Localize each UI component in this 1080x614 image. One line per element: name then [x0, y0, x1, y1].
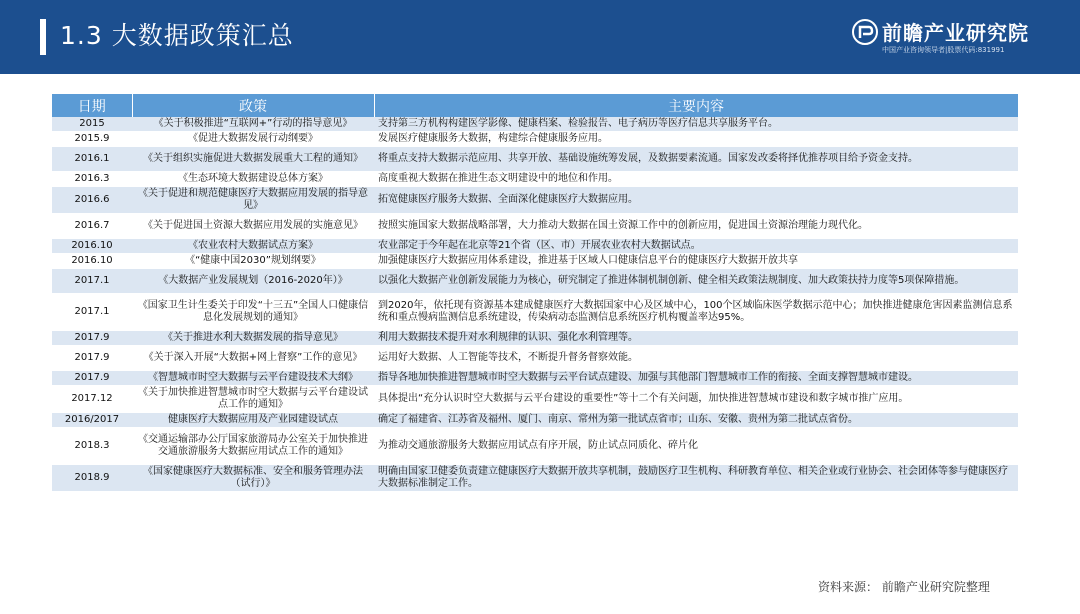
table-row — [52, 269, 1018, 294]
cell-policy: 《关于促进和规范健康医疗大数据应用发展的指导意见》 — [132, 187, 374, 214]
cell-date: 2017.9 — [52, 331, 132, 346]
cell-content: 以强化大数据产业创新发展能力为核心，研究制定了推进体制机制创新、健全相关政策法规制度、加大政策扶持力度等5项保障措施。 — [374, 269, 1018, 294]
cell-policy: 《关于促进国土资源大数据应用发展的实施意见》 — [132, 214, 374, 239]
cell-policy: 《智慧城市时空大数据与云平台建设技术大纲》 — [132, 371, 374, 386]
logo-subtitle: 中国产业咨询领导者|股票代码:831991 — [882, 46, 1005, 54]
cell-policy: 健康医疗大数据应用及产业园建设试点 — [132, 413, 374, 428]
cell-date: 2018.9 — [52, 465, 132, 492]
cell-content: 将重点支持大数据示范应用、共享开放、基础设施统筹发展，及数据要素流通。国家发改委将择优推荐项目给予资金支持。 — [374, 147, 1018, 172]
table-row — [52, 386, 1018, 413]
column-header-date: 日期 — [52, 94, 132, 117]
cell-content: 发展医疗健康服务大数据，构建综合健康服务应用。 — [374, 132, 1018, 147]
cell-date: 2017.9 — [52, 346, 132, 371]
title-accent-bar — [40, 19, 46, 55]
cell-content: 按照实施国家大数据战略部署，大力推动大数据在国土资源工作中的创新应用，促进国土资源治理能力现代化。 — [374, 214, 1018, 239]
cell-policy: 《农业农村大数据试点方案》 — [132, 239, 374, 254]
logo-mark-icon — [852, 19, 878, 45]
table-row — [52, 214, 1018, 239]
cell-date: 2017.12 — [52, 386, 132, 413]
cell-date: 2016/2017 — [52, 413, 132, 428]
cell-policy: 《国家卫生计生委关于印发“十三五”全国人口健康信息化发展规划的通知》 — [132, 294, 374, 331]
table-row — [52, 294, 1018, 331]
cell-date: 2016.10 — [52, 254, 132, 269]
cell-policy: 《关于深入开展“大数据+网上督察”工作的意见》 — [132, 346, 374, 371]
cell-policy: 《生态环境大数据建设总体方案》 — [132, 172, 374, 187]
cell-policy: 《交通运输部办公厅国家旅游局办公室关于加快推进交通旅游服务大数据应用试点工作的通知》 — [132, 428, 374, 465]
table-row — [52, 371, 1018, 386]
cell-content: 到2020年，依托现有资源基本建成健康医疗大数据国家中心及区域中心，100个区域临床医学数据示范中心；加快推进健康危害因素监测信息系统和重点慢病监测信息系统建设，传染病动态监测信息系统医疗机构覆盖率达95%。 — [374, 294, 1018, 331]
cell-policy: 《关于推进水利大数据发展的指导意见》 — [132, 331, 374, 346]
table-row — [52, 346, 1018, 371]
table-row — [52, 117, 1018, 132]
cell-content: 拓宽健康医疗服务大数据、全面深化健康医疗大数据应用。 — [374, 187, 1018, 214]
column-header-policy: 政策 — [132, 94, 374, 117]
cell-policy: 《大数据产业发展规划（2016-2020年）》 — [132, 269, 374, 294]
table-row — [52, 239, 1018, 254]
cell-content: 利用大数据技术提升对水利规律的认识、强化水利管理等。 — [374, 331, 1018, 346]
cell-policy: 《关于积极推进“互联网+”行动的指导意见》 — [132, 117, 374, 132]
cell-content: 支持第三方机构构建医学影像、健康档案、检验报告、电子病历等医疗信息共享服务平台。 — [374, 117, 1018, 132]
cell-policy: 《“健康中国2030”规划纲要》 — [132, 254, 374, 269]
cell-content: 加强健康医疗大数据应用体系建设，推进基于区域人口健康信息平台的健康医疗大数据开放共享 — [374, 254, 1018, 269]
logo-name: 前瞻产业研究院 — [882, 21, 1029, 45]
cell-content: 为推动交通旅游服务大数据应用试点有序开展，防止试点同质化、碎片化 — [374, 428, 1018, 465]
cell-policy: 《关于加快推进智慧城市时空大数据与云平台建设试点工作的通知》 — [132, 386, 374, 413]
table-row — [52, 254, 1018, 269]
table-row — [52, 413, 1018, 428]
cell-content: 运用好大数据、人工智能等技术，不断提升督务督察效能。 — [374, 346, 1018, 371]
policy-table — [52, 94, 1019, 492]
cell-date: 2017.9 — [52, 371, 132, 386]
cell-policy: 《国家健康医疗大数据标准、安全和服务管理办法（试行）》 — [132, 465, 374, 492]
cell-content: 具体提出“充分认识时空大数据与云平台建设的重要性”等十二个有关问题，加快推进智慧城市建设和数字城市推广应用。 — [374, 386, 1018, 413]
table-row — [52, 132, 1018, 147]
cell-date: 2017.1 — [52, 269, 132, 294]
cell-date: 2017.1 — [52, 294, 132, 331]
cell-policy: 《促进大数据发展行动纲要》 — [132, 132, 374, 147]
column-header-content: 主要内容 — [374, 94, 1018, 117]
table-row — [52, 465, 1018, 492]
cell-date: 2016.1 — [52, 147, 132, 172]
cell-content: 高度重视大数据在推进生态文明建设中的地位和作用。 — [374, 172, 1018, 187]
cell-content: 农业部定于今年起在北京等21个省（区、市）开展农业农村大数据试点。 — [374, 239, 1018, 254]
cell-content: 明确由国家卫健委负责建立健康医疗大数据开放共享机制，鼓励医疗卫生机构、科研教育单位、相关企业或行业协会、社会团体等参与健康医疗大数据标准制定工作。 — [374, 465, 1018, 492]
table-row — [52, 172, 1018, 187]
cell-date: 2015 — [52, 117, 132, 132]
source-note: 资料来源： 前瞻产业研究院整理 — [818, 580, 990, 594]
cell-date: 2016.7 — [52, 214, 132, 239]
table-row — [52, 428, 1018, 465]
cell-content: 确定了福建省、江苏省及福州、厦门、南京、常州为第一批试点省市；山东、安徽、贵州为第二批试点省份。 — [374, 413, 1018, 428]
table-header-row — [52, 94, 1018, 117]
header-banner — [0, 0, 1080, 74]
page-title: 1.3 大数据政策汇总 — [60, 21, 294, 50]
table-row — [52, 331, 1018, 346]
cell-date: 2015.9 — [52, 132, 132, 147]
table-row — [52, 187, 1018, 214]
cell-date: 2016.6 — [52, 187, 132, 214]
table-row — [52, 147, 1018, 172]
cell-policy: 《关于组织实施促进大数据发展重大工程的通知》 — [132, 147, 374, 172]
cell-date: 2016.3 — [52, 172, 132, 187]
cell-date: 2016.10 — [52, 239, 132, 254]
cell-date: 2018.3 — [52, 428, 132, 465]
cell-content: 指导各地加快推进智慧城市时空大数据与云平台试点建设、加强与其他部门智慧城市工作的衔接、全面支撑智慧城市建设。 — [374, 371, 1018, 386]
